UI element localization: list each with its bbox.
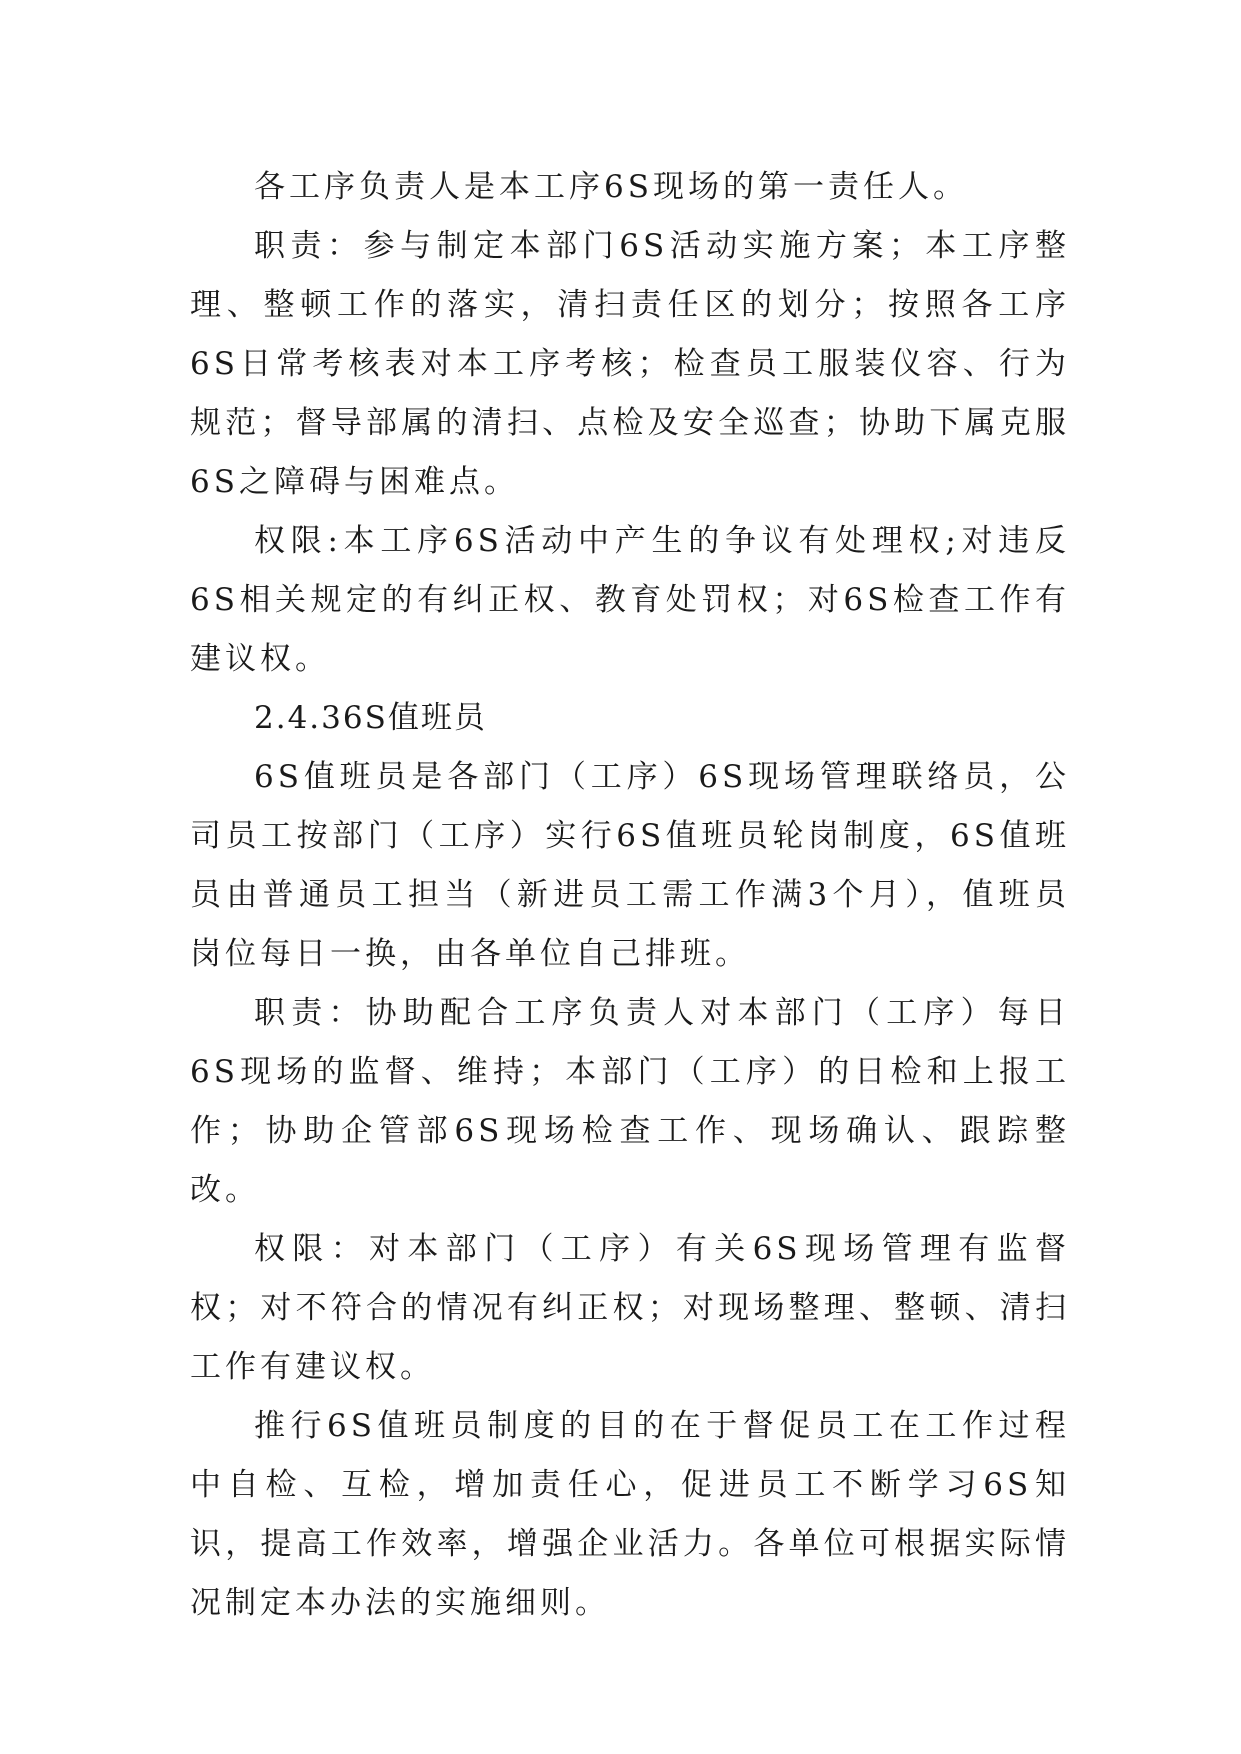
section-heading: 2.4.36S值班员 bbox=[254, 700, 487, 736]
paragraph-duty-officer: 6S值班员是各部门（工序）6S现场管理联络员，公司员工按部门（工序）实行6S值班员轮岗制度，6S值班员由普通员工担当（新进员工需工作满3个月），值班员岗位每日一换，由各单位自己排班。 bbox=[190, 759, 1070, 972]
paragraph-responsible-person: 各工序负责人是本工序6S现场的第一责任人。 bbox=[254, 169, 968, 205]
paragraph-purpose: 推行6S值班员制度的目的在于督促员工在工作过程中自检、互检，增加责任心，促进员工不断学习6S知识，提高工作效率，增强企业活力。各单位可根据实际情况制定本办法的实施细则。 bbox=[190, 1408, 1070, 1621]
paragraph-duties-1: 职责：参与制定本部门6S活动实施方案；本工序整理、整顿工作的落实，清扫责任区的划分；按照各工序6S日常考核表对本工序考核；检查员工服装仪容、行为规范；督导部属的清扫、点检及安全巡查；协助下属克服6S之障碍与困难点。 bbox=[190, 228, 1070, 500]
paragraph-authority-2: 权限：对本部门（工序）有关6S现场管理有监督权；对不符合的情况有纠正权；对现场整理、整顿、清扫工作有建议权。 bbox=[190, 1231, 1070, 1385]
document-body bbox=[190, 158, 1070, 1633]
paragraph-authority-1: 权限:本工序6S活动中产生的争议有处理权;对违反6S相关规定的有纠正权、教育处罚权；对6S检查工作有建议权。 bbox=[190, 523, 1070, 677]
paragraph-duties-2: 职责：协助配合工序负责人对本部门（工序）每日6S现场的监督、维持；本部门（工序）的日检和上报工作；协助企管部6S现场检查工作、现场确认、跟踪整改。 bbox=[190, 995, 1070, 1208]
